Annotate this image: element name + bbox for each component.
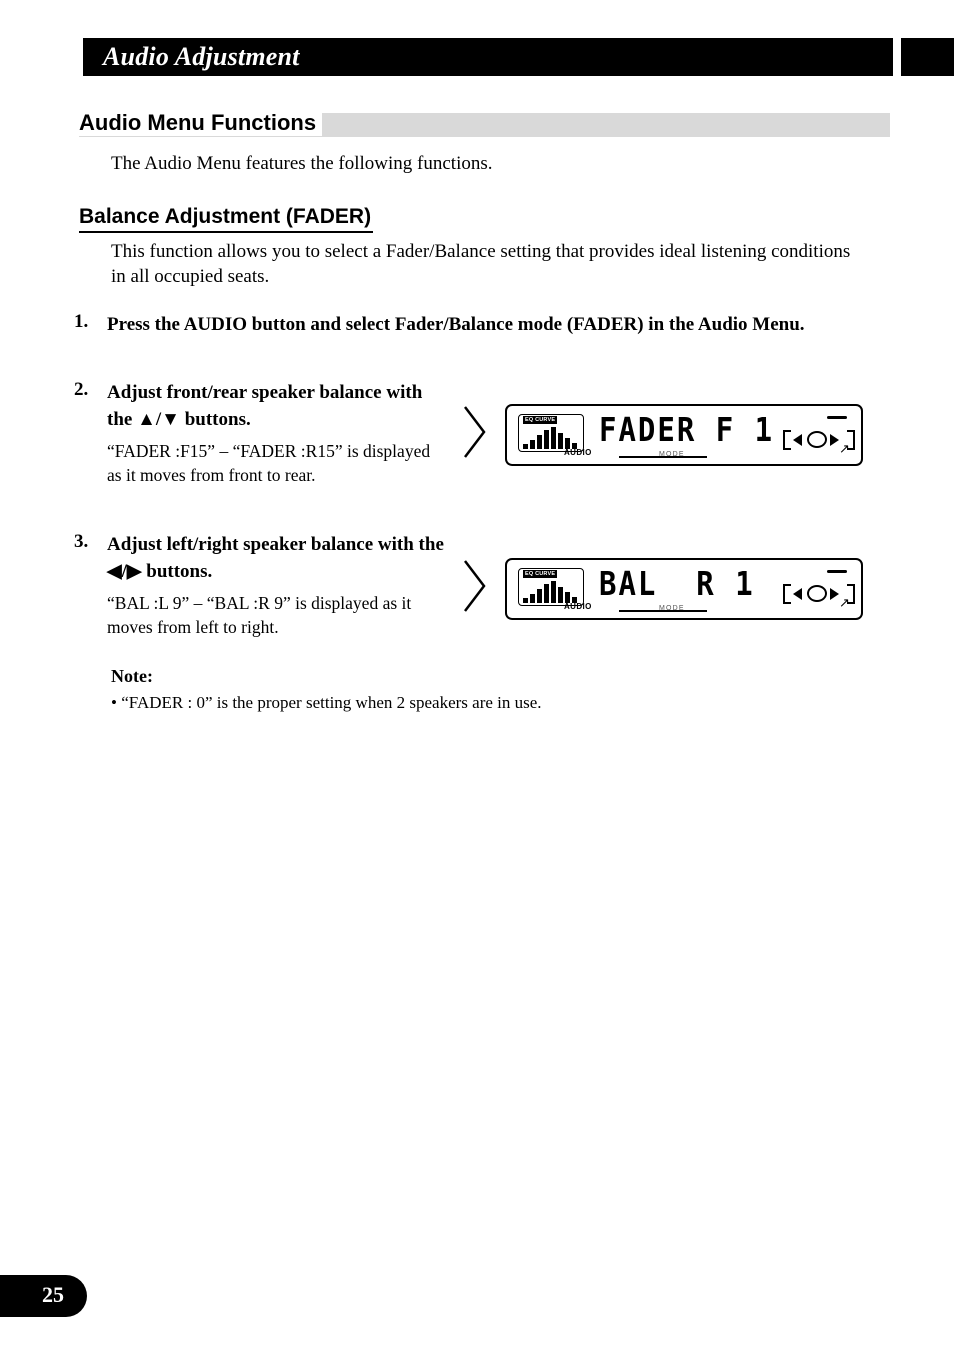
page-title: Audio Adjustment: [103, 42, 300, 71]
control-pad-icons: [783, 566, 855, 614]
flow-arrow-icon: [462, 558, 488, 614]
header-gap: [893, 38, 901, 76]
audio-button-label: AUDIO: [564, 602, 592, 611]
page-number-badge: [0, 1275, 87, 1317]
right-arrow-icon: [830, 434, 839, 446]
page-number: 25: [42, 1282, 64, 1307]
mode-button-label: MODE: [659, 451, 685, 458]
step-detail: “BAL :L 9” – “BAL :R 9” is displayed as it moves from left to right.: [107, 593, 412, 637]
joystick-oval-icon: [807, 431, 827, 448]
subsection-heading-label: Balance Adjustment (FADER): [79, 205, 372, 228]
eq-curve-label: EQ CURVE: [525, 417, 556, 423]
step-body: [107, 531, 447, 639]
dash-icon: [827, 570, 847, 573]
flow-arrow-icon: [462, 404, 488, 460]
header-edge-tab: [901, 38, 954, 76]
corner-arrow-icon: ↗: [839, 595, 850, 610]
subsection-heading: [79, 205, 373, 233]
step-instruction: Adjust front/rear speaker balance with the ▲/▼ buttons.: [107, 382, 423, 430]
eq-curve-indicator: [518, 568, 584, 606]
left-arrow-icon: [793, 434, 802, 446]
section-intro-text: The Audio Menu features the following functions.: [111, 153, 493, 174]
note-block: [111, 666, 711, 713]
joystick-oval-icon: [807, 585, 827, 602]
control-pad-icons: [783, 412, 855, 460]
mode-button-label: MODE: [659, 605, 685, 612]
step-body: [107, 311, 867, 338]
eq-curve-label: EQ CURVE: [525, 571, 556, 577]
lcd-text: BAL R 1: [599, 564, 755, 603]
step-number: 1.: [74, 311, 89, 332]
dash-icon: [827, 416, 847, 419]
step-number: 3.: [74, 531, 89, 552]
left-arrow-icon: [793, 588, 802, 600]
bracket-left-icon: [783, 584, 791, 604]
subsection-description: This function allows you to select a Fader/Balance setting that provides ideal listening conditions in all occupied seats.: [111, 241, 851, 287]
section-heading-bar: [79, 110, 890, 137]
lcd-text: FADER F 1: [599, 410, 775, 449]
step-body: [107, 379, 437, 487]
eq-curve-indicator: [518, 414, 584, 452]
page-header: [83, 38, 893, 76]
note-title: Note:: [111, 666, 153, 686]
eq-bars-icon: [523, 426, 579, 449]
head-unit-display-balance: [505, 558, 863, 620]
step-detail: “FADER :F15” – “FADER :R15” is displayed as it moves from front to rear.: [107, 441, 431, 485]
right-arrow-icon: [830, 588, 839, 600]
step-instruction: Press the AUDIO button and select Fader/Balance mode (FADER) in the Audio Menu.: [107, 314, 805, 335]
audio-button-label: AUDIO: [564, 448, 592, 457]
head-unit-display-fader: [505, 404, 863, 466]
corner-arrow-icon: ↗: [839, 441, 850, 456]
step-number: 2.: [74, 379, 89, 400]
eq-bars-icon: [523, 580, 579, 603]
bracket-left-icon: [783, 430, 791, 450]
note-item: • “FADER : 0” is the proper setting when 2 speakers are in use.: [111, 693, 542, 712]
step-instruction: Adjust left/right speaker balance with the ◀/▶ buttons.: [107, 534, 444, 582]
section-heading-label: Audio Menu Functions: [79, 110, 322, 136]
